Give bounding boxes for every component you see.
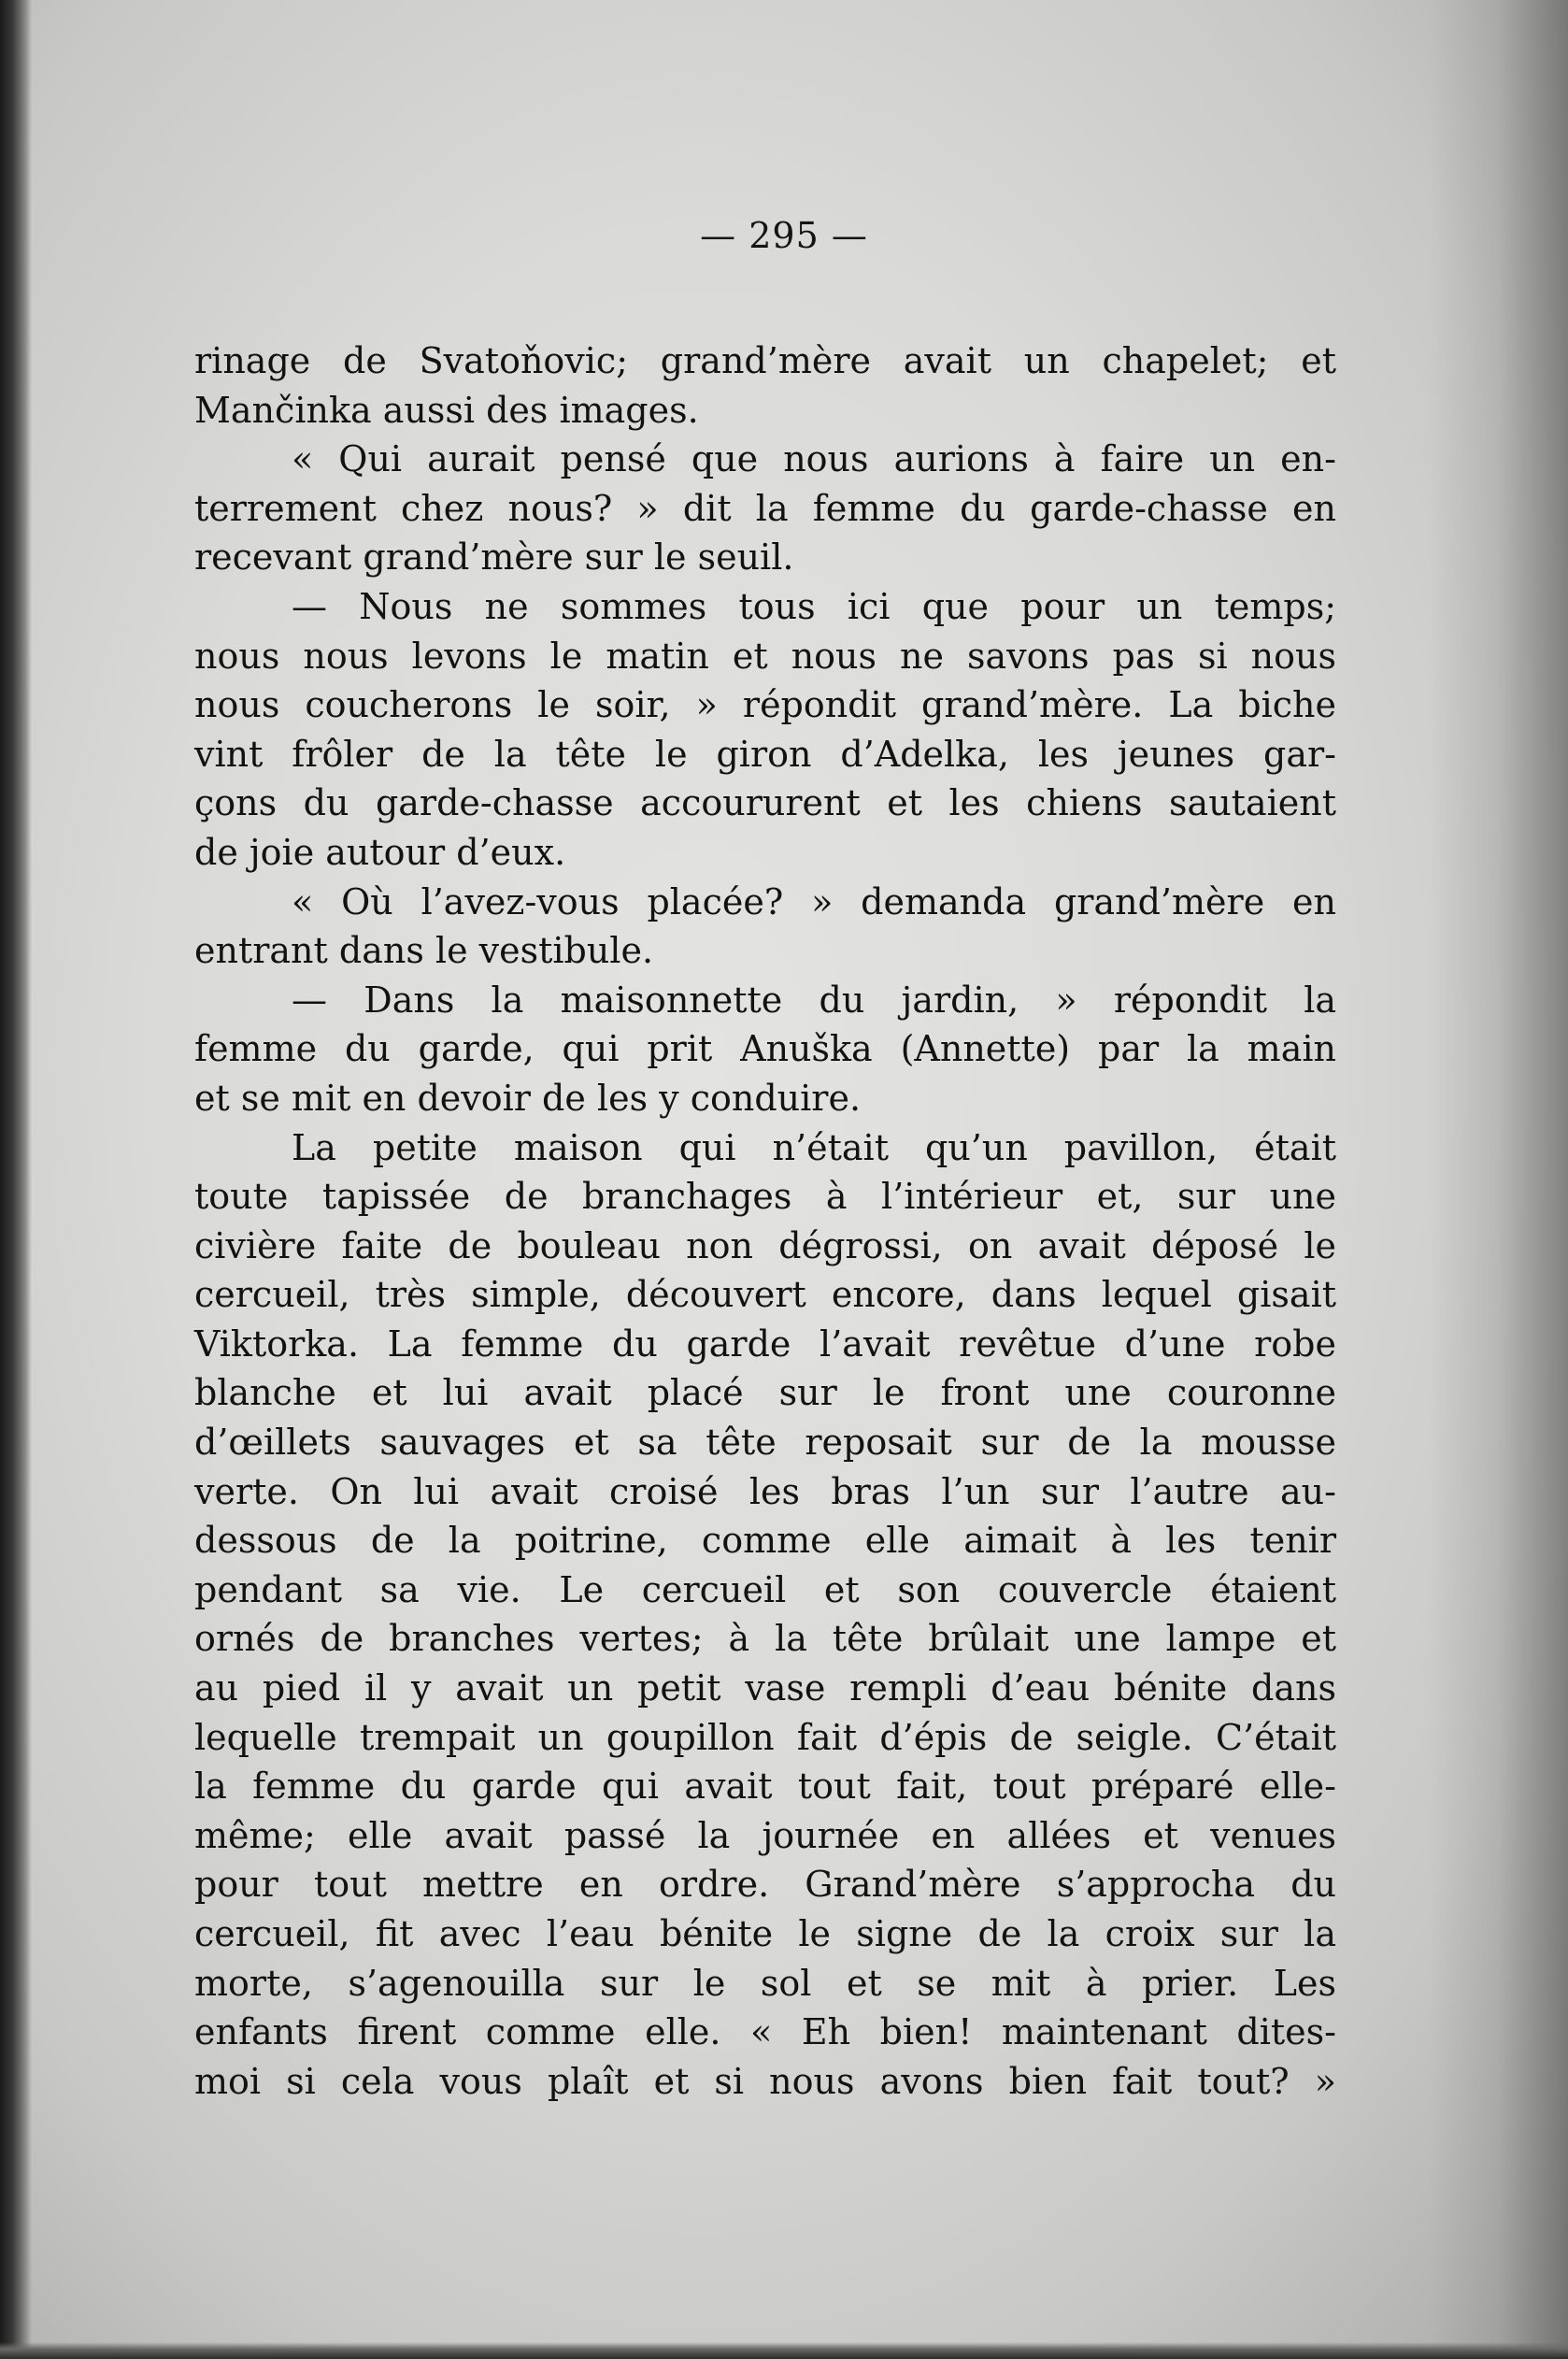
body-text	[194, 336, 1336, 2106]
page-number: — 295 —	[700, 215, 868, 256]
text-line: entrant dans le vestibule.	[194, 930, 654, 972]
text-line: nous coucherons le soir, » répondit grand’mère. La biche	[194, 684, 1336, 726]
text-line: enfants firent comme elle. « Eh bien! maintenant dites-	[194, 2011, 1336, 2053]
text-line: vint frôler de la tête le giron d’Adelka, les jeunes gar-	[194, 733, 1336, 775]
text-line: terrement chez nous? » dit la femme du garde-chasse en	[194, 487, 1336, 529]
text-line: dessous de la poitrine, comme elle aimait à les tenir	[194, 1520, 1336, 1562]
bottom-edge-shadow	[0, 2342, 1568, 2359]
text-line: recevant grand’mère sur le seuil.	[194, 536, 794, 579]
text-line: d’œillets sauvages et sa tête reposait sur de la mousse	[194, 1422, 1336, 1464]
text-line: — Nous ne sommes tous ici que pour un temps;	[292, 585, 1336, 627]
text-line: au pied il y avait un petit vase rempli d’eau bénite dans	[194, 1667, 1336, 1709]
text-line: moi si cela vous plaît et si nous avons bien fait tout? »	[194, 2060, 1336, 2102]
text-line: de joie autour d’eux.	[194, 831, 566, 873]
text-line: morte, s’agenouilla sur le sol et se mit à prier. Les	[194, 1962, 1336, 2004]
text-line: lequelle trempait un goupillon fait d’épis de seigle. C’était	[194, 1716, 1336, 1758]
text-line: « Où l’avez-vous placée? » demanda grand’mère en	[292, 880, 1336, 922]
text-line: pendant sa vie. Le cercueil et son couvercle étaient	[194, 1568, 1336, 1610]
text-line: cercueil, très simple, découvert encore, dans lequel gisait	[194, 1274, 1336, 1316]
text-line: pour tout mettre en ordre. Grand’mère s’approcha du	[194, 1864, 1336, 1906]
text-line: Mančinka aussi des images.	[194, 389, 699, 431]
text-line: rinage de Svatoňovic; grand’mère avait un chapelet; et	[194, 340, 1336, 381]
text-line: civière faite de bouleau non dégrossi, on avait déposé le	[194, 1224, 1336, 1266]
text-line: La petite maison qui n’était qu’un pavillon, était	[292, 1126, 1336, 1168]
text-line: ornés de branches vertes; à la tête brûlait une lampe et	[194, 1618, 1336, 1660]
text-line: même; elle avait passé la journée en allées et venues	[194, 1814, 1336, 1856]
text-line: çons du garde-chasse accoururent et les chiens sautaient	[194, 782, 1336, 824]
text-line: Viktorka. La femme du garde l’avait revêtue d’une robe	[194, 1322, 1336, 1365]
text-line: nous nous levons le matin et nous ne savons pas si nous	[194, 635, 1336, 677]
text-line: blanche et lui avait placé sur le front une couronne	[194, 1372, 1336, 1414]
text-line: et se mit en devoir de les y conduire.	[194, 1077, 862, 1119]
text-line: verte. On lui avait croisé les bras l’un sur l’autre au-	[194, 1470, 1336, 1512]
text-line: « Qui aurait pensé que nous aurions à faire un en-	[292, 438, 1336, 480]
text-line: toute tapissée de branchages à l’intérieur et, sur une	[194, 1176, 1336, 1218]
text-line: la femme du garde qui avait tout fait, tout préparé elle-	[194, 1766, 1336, 1808]
text-line: cercueil, fit avec l’eau bénite le signe de la croix sur la	[194, 1913, 1336, 1954]
text-line: — Dans la maisonnette du jardin, » répondit la	[292, 979, 1336, 1021]
text-line: femme du garde, qui prit Anuška (Annette) par la main	[194, 1028, 1336, 1070]
right-edge-shadow	[1428, 0, 1568, 2359]
binding-edge-shadow	[0, 0, 32, 2359]
